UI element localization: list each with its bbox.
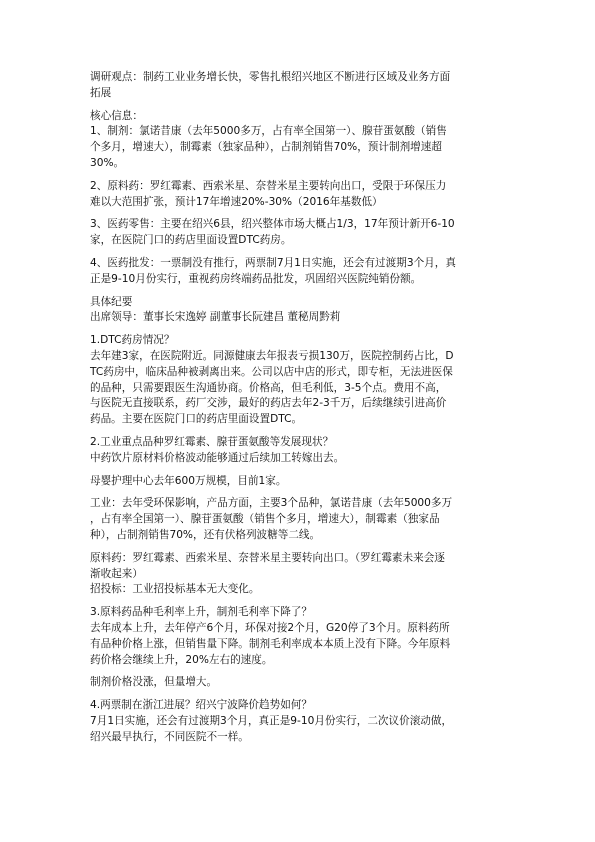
text-line: 难以大范围扩张，预计17年增速20%-30%（2016年基数低） [90,195,383,208]
paragraph [90,333,515,428]
text-line: 中药饮片原材料价格波动能够通过后续加工转嫁出去。 [90,451,345,464]
text-line: 药价格会继续上升，20%左右的速度。 [90,653,273,666]
paragraph [90,179,515,211]
text-line: ，占有率全国第一）、腺苷蛋氨酸（销售个多月，增速大），制霉素（独家品 [90,513,440,526]
document-page [90,70,515,752]
paragraph [90,605,515,668]
text-line: 家，在医院门口的药店里面设置DTC药房。 [90,234,292,247]
text-line: 正是9-10月份实行，重视药房终端药品批发，巩固绍兴医院纯销份额。 [90,272,422,285]
text-line: 的品种，只需要跟医生沟通协商。价格高，但毛利低，3-5个点。费用不高， [90,381,447,394]
paragraph [90,217,515,249]
text-line: 具体纪要 [90,295,133,308]
paragraph [90,435,515,467]
text-line: 渐收起来） [90,567,143,580]
text-line: 2.工业重点品种罗红霉素、腺苷蛋氨酸等发展现状？ [90,435,334,448]
paragraph [90,70,515,102]
text-line: 去年成本上升，去年停产6个月，环保对接2个月，G20停了3个月。原料药所 [90,621,450,634]
text-line: 工业：去年受环保影响，产品方面，主要3个品种，氯诺昔康（去年5000多万 [90,497,453,510]
text-line: 与医院无直接联系，药厂交涉，最好的药店去年2-3千万，后续继续引进高价 [90,397,447,410]
text-line: 核心信息： [90,109,143,122]
text-line: 3.原料药品种毛利率上升，制剂毛利率下降了？ [90,606,312,619]
text-line: 4、医药批发：一票制没有推行，两票制7月1日实施，还会有过渡期3个月，真 [90,256,456,269]
paragraph [90,256,515,288]
paragraph [90,496,515,543]
text-line: 原料药：罗红霉素、西索米星、奈替米星主要转向出口。（罗红霉素未来会逐 [90,551,445,564]
text-line: 招投标：工业招投标基本无大变化。 [90,583,260,596]
text-line: 有品种价格上涨，但销售量下降。制剂毛利率成本本质上没有下降。今年原料 [90,637,451,650]
text-line: 药品。主要在医院门口的药店里面设置DTC。 [90,413,303,426]
text-line: 去年建3家，在医院附近。同源健康去年报表亏损130万，医院控制药占比，D [90,349,454,362]
text-line: TC药房中，临床品种被剥离出来。公司以店中店的形式，即专柜，无法进医保 [90,365,453,378]
paragraph [90,109,515,172]
text-line: 1.DTC药房情况？ [90,334,175,347]
text-line: 种），占制剂销售70%，还有伏格列波糖等二线。 [90,528,321,541]
text-line: 2、原料药：罗红霉素、西索米星、奈替米星主要转向出口，受限于环保压力 [90,179,447,192]
paragraph [90,295,515,327]
paragraph [90,551,515,598]
text-line: 拓展 [90,86,112,99]
paragraph [90,474,515,490]
text-line: 出席领导：董事长宋逸婷 副董事长阮建昌 董秘周黔莉 [90,311,341,324]
text-line: 调研观点：制药工业业务增长快，零售扎根绍兴地区不断进行区域及业务方面 [90,71,451,83]
text-line: 个多月，增速大），制霉素（独家品种），占制剂销售70%，预计制剂增速超 [90,141,442,154]
text-line: 4.两票制在浙江进展？绍兴宁波降价趋势如何？ [90,699,312,712]
text-line: 绍兴最早执行，不同医院不一样。 [90,730,249,743]
text-line: 7月1日实施，还会有过渡期3个月，真正是9-10月份实行，二次议价滚动做， [90,714,453,727]
text-line: 1、制剂：氯诺昔康（去年5000多万，占有率全国第一）、腺苷蛋氨酸（销售 [90,125,447,138]
paragraph [90,675,515,691]
text-line: 制剂价格没涨，但量增大。 [90,676,218,689]
text-line: 30%。 [90,156,125,169]
text-line: 母婴护理中心去年600万规模，目前1家。 [90,474,287,487]
paragraph [90,698,515,745]
text-line: 3、医药零售：主要在绍兴6县，绍兴整体市场大概占1/3，17年预计新开6-10 [90,218,455,231]
